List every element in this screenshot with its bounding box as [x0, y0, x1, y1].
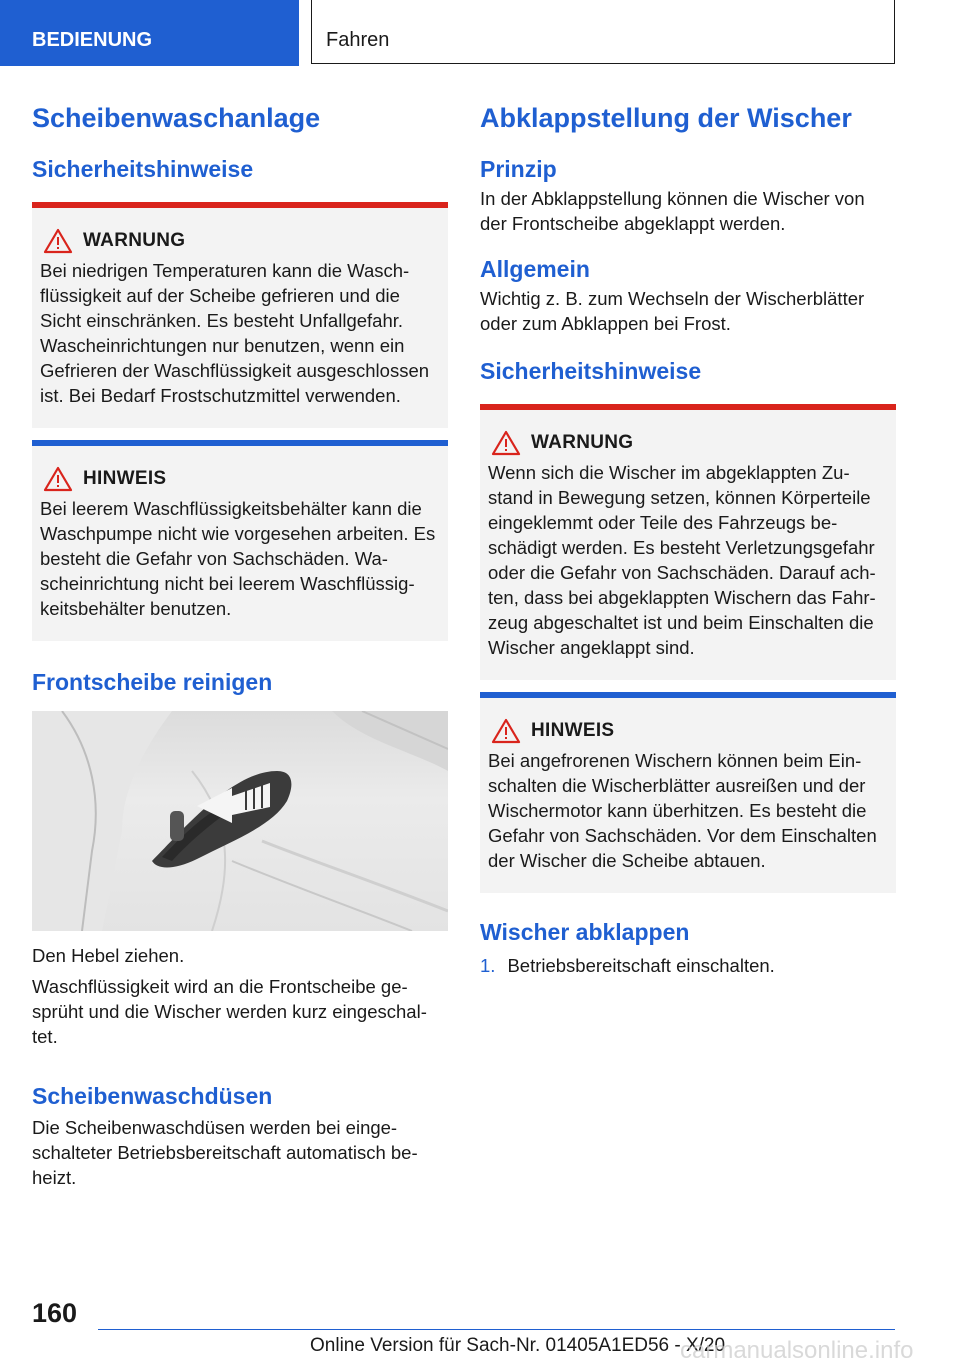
nozzles-heading: Scheibenwaschdüsen [32, 1083, 273, 1109]
general-heading: Allgemein [480, 256, 590, 282]
warning-label-right: WARNUNG [531, 432, 634, 453]
warning-triangle-icon [43, 228, 73, 254]
clean-result-text: Waschflüssigkeit wird an die Frontscheibe ge-sprüht und die Wischer werden kurz eingeschal-tet. [32, 976, 427, 1047]
list-item [480, 953, 896, 978]
footer-text: Online Version für Sach-Nr. 01405A1ED56 - X/20 [310, 1335, 726, 1356]
note-label: HINWEIS [83, 468, 167, 489]
section-tab: BEDIENUNG [0, 0, 299, 66]
warning-triangle-icon [491, 430, 521, 456]
note-label-right: HINWEIS [531, 720, 615, 741]
safety-heading-right: Sicherheitshinweise [480, 358, 702, 384]
lever-illustration [32, 711, 448, 931]
safety-heading: Sicherheitshinweise [32, 156, 254, 182]
note-text: Bei leerem Waschflüssigkeitsbehälter kann die Waschpumpe nicht wie vorgesehen arbeiten. Es besteht die Gefahr von Sachschäden. Wa-scheinrichtung nicht bei leerem Waschflüssig-keitsbehälter benutzen. [40, 498, 436, 619]
warning-text: Bei niedrigen Temperaturen kann die Wasch-flüssigkeit auf der Scheibe gefrieren und die Sicht einschränken. Es besteht Unfallgefahr. Wascheinrichtungen nur benutzen, wenn ein Gefrieren der Waschflüssigkeit ausgeschlossen ist. Bei Bedarf Frostschutzmittel verwenden. [40, 260, 430, 406]
right-column [480, 100, 896, 978]
page-number: 160 [32, 1298, 78, 1328]
warning-text-right: Wenn sich die Wischer im abgeklappten Zu-stand in Bewegung setzen, können Körperteile eingeklemmt oder Teile des Fahrzeugs be-schädigt werden. Es besteht Verletzungsgefahr oder die Gefahr von Sachschäden. Darauf ach-ten, dass bei abgeklappten Wischern das Fahr-zeug abgeschaltet ist und beim Einschalten die Wischer angeklappt sind. [488, 462, 876, 658]
note-box-right [480, 692, 896, 893]
nozzles-text: Die Scheibenwaschdüsen werden bei einge-schalteter Betriebsbereitschaft automatisch be-heizt. [32, 1117, 418, 1188]
warning-label: WARNUNG [83, 230, 186, 251]
clean-heading: Frontscheibe reinigen [32, 669, 273, 695]
wiper-lever-image [32, 711, 448, 931]
principle-text: In der Abklappstellung können die Wischer von der Frontscheibe abgeklappt werden. [480, 188, 865, 234]
general-text: Wichtig z. B. zum Wechseln der Wischerblätter oder zum Abklappen bei Frost. [480, 288, 865, 334]
section-title: Scheibenwaschanlage [32, 103, 321, 133]
note-text-right: Bei angefrorenen Wischern können beim Ein-schalten die Wischerblätter ausreißen und der Wischermotor kann überhitzen. Es besteht die Gefahr von Sachschäden. Vor dem Einschalten der Wischer die Scheibe abtauen. [488, 750, 877, 871]
footer-divider [98, 1329, 895, 1330]
principle-heading: Prinzip [480, 156, 557, 182]
warning-box [32, 202, 448, 428]
list-item-text: Betriebsbereitschaft einschalten. [507, 955, 775, 976]
note-box [32, 440, 448, 641]
note-triangle-icon [43, 466, 73, 492]
section-title-right: Abklappstellung der Wischer [480, 103, 852, 133]
watermark: carmanualsonline.info [680, 1337, 914, 1364]
left-column [32, 100, 448, 1190]
fold-heading: Wischer abklappen [480, 919, 690, 945]
chapter-title: Fahren [311, 0, 895, 64]
list-item-number: 1. [480, 955, 496, 976]
note-triangle-icon [491, 718, 521, 744]
clean-step-text: Den Hebel ziehen. [32, 945, 185, 966]
warning-box-right [480, 404, 896, 680]
